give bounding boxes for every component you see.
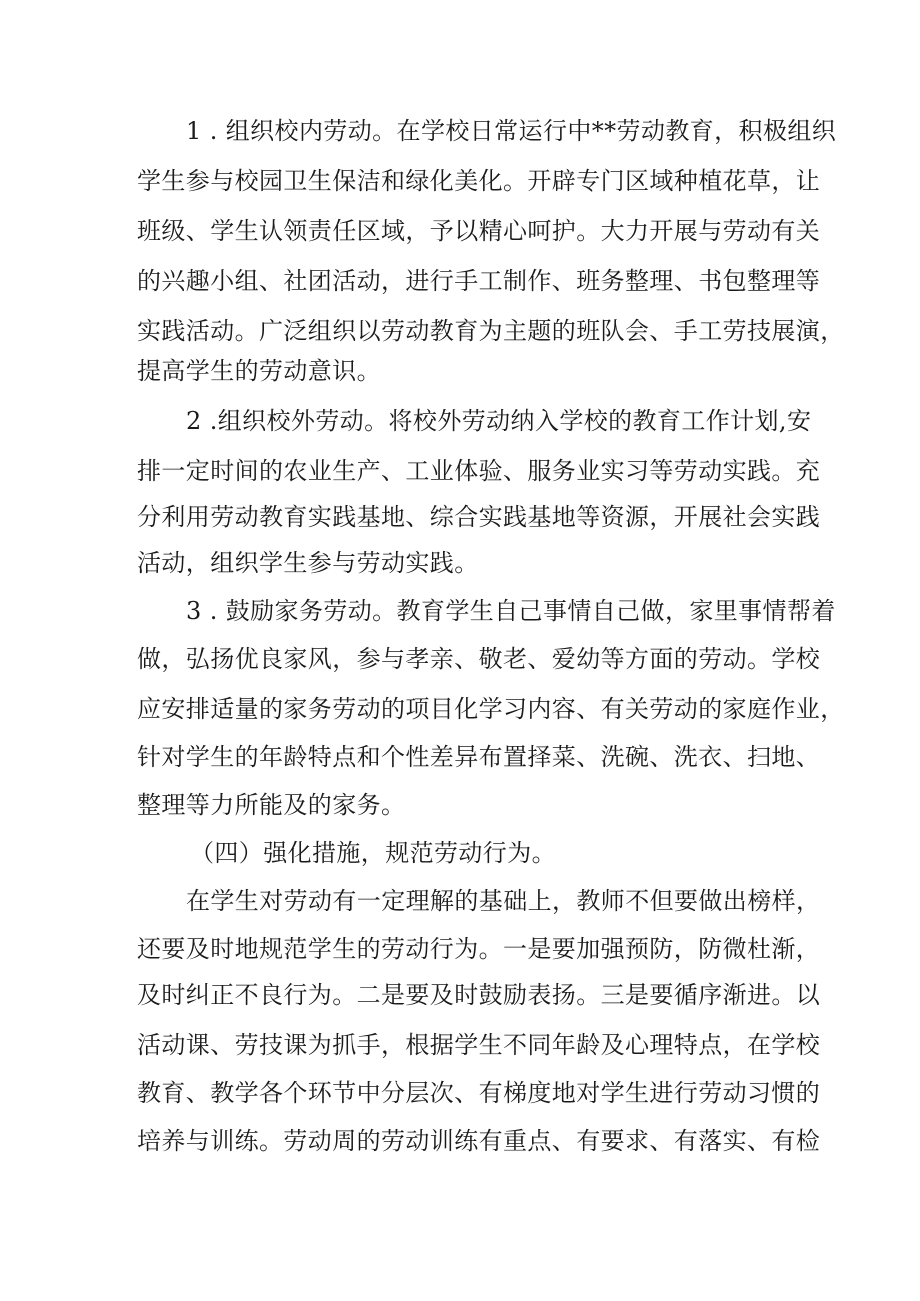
paragraph-2-line-3: 分利用劳动教育实践基地、综合实践基地等资源，开展社会实践 bbox=[137, 503, 821, 531]
paragraph-4-line-2: 还要及时地规范学生的劳动行为。一是要加强预防，防微杜渐， bbox=[137, 935, 821, 963]
paragraph-1-line-1: 1 . 组织校内劳动。在学校日常运行中**劳动教育，积极组织 bbox=[186, 117, 837, 145]
paragraph-4-line-1: 在学生对劳动有一定理解的基础上，教师不但要做出榜样， bbox=[186, 887, 821, 915]
paragraph-1-line-4: 的兴趣小组、社团活动，进行手工制作、班务整理、书包整理等 bbox=[137, 267, 821, 295]
paragraph-1-line-5: 实践活动。广泛组织以劳动教育为主题的班队会、手工劳技展演， bbox=[137, 317, 845, 345]
paragraph-1-line-6: 提高学生的劳动意识。 bbox=[137, 357, 381, 385]
paragraph-3-line-1: 3 . 鼓励家务劳动。教育学生自己事情自己做，家里事情帮着 bbox=[186, 597, 836, 625]
paragraph-3-line-3: 应安排适量的家务劳动的项目化学习内容、有关劳动的家庭作业， bbox=[137, 695, 845, 723]
paragraph-3-line-5: 整理等力所能及的家务。 bbox=[137, 791, 406, 819]
paragraph-4-line-3: 及时纠正不良行为。二是要及时鼓励表扬。三是要循序渐进。以 bbox=[137, 981, 821, 1009]
section-heading: （四）强化措施，规范劳动行为。 bbox=[190, 839, 556, 867]
paragraph-3-line-2: 做，弘扬优良家风，参与孝亲、敬老、爱幼等方面的劳动。学校 bbox=[137, 645, 821, 673]
paragraph-4-line-4: 活动课、劳技课为抓手，根据学生不同年龄及心理特点，在学校 bbox=[137, 1031, 821, 1059]
paragraph-2-line-4: 活动，组织学生参与劳动实践。 bbox=[137, 549, 479, 577]
paragraph-2-line-1: 2 .组织校外劳动。将校外劳动纳入学校的教育工作计划,安 bbox=[186, 407, 812, 435]
paragraph-1-line-2: 学生参与校园卫生保洁和绿化美化。开辟专门区域种植花草，让 bbox=[137, 167, 821, 195]
paragraph-3-line-4: 针对学生的年龄特点和个性差异布置择菜、洗碗、洗衣、扫地、 bbox=[137, 743, 821, 771]
paragraph-1-line-3: 班级、学生认领责任区域，予以精心呵护。大力开展与劳动有关 bbox=[137, 217, 821, 245]
paragraph-4-line-5: 教育、教学各个环节中分层次、有梯度地对学生进行劳动习惯的 bbox=[137, 1079, 821, 1107]
paragraph-4-line-6: 培养与训练。劳动周的劳动训练有重点、有要求、有落实、有检 bbox=[137, 1127, 821, 1155]
paragraph-2-line-2: 排一定时间的农业生产、工业体验、服务业实习等劳动实践。充 bbox=[137, 457, 821, 485]
